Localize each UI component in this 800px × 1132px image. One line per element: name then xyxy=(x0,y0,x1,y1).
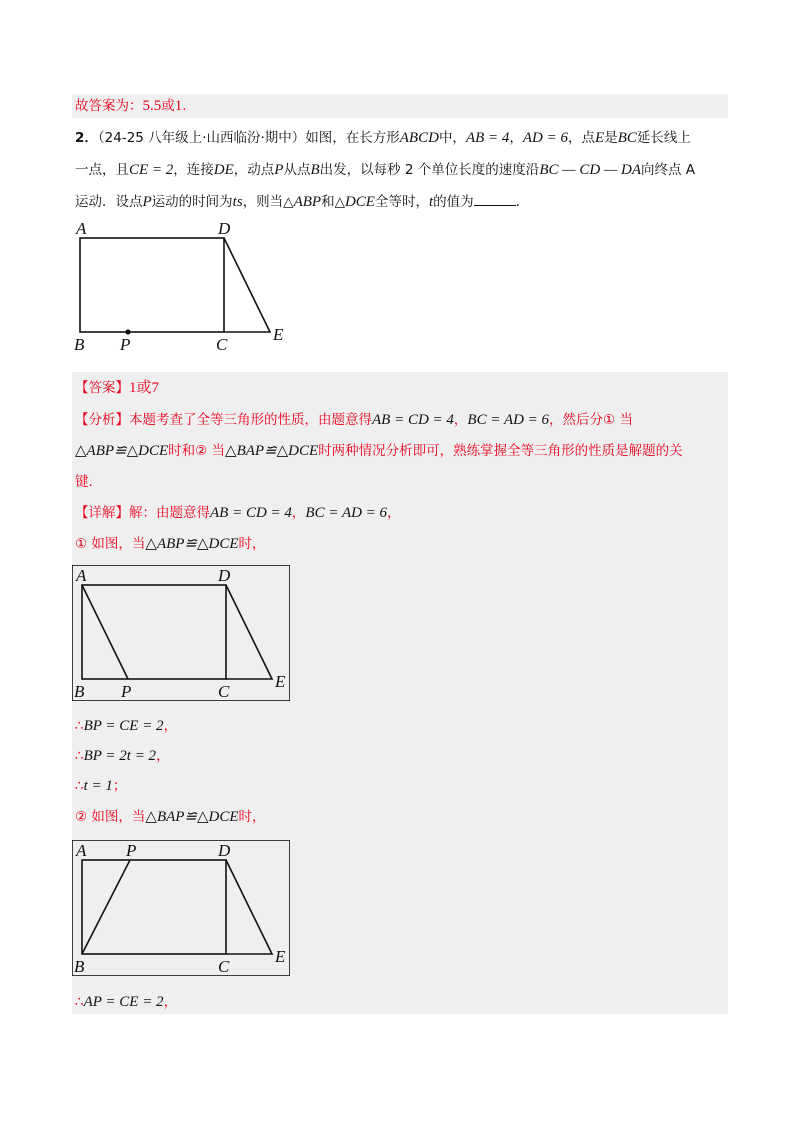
case-2-line: ② 如图，当△BAP≌△DCE时， xyxy=(75,809,266,825)
detail-tag: 【详解】 xyxy=(75,505,129,521)
label-d-2: D xyxy=(218,566,231,585)
label-e-2: E xyxy=(275,672,286,691)
question-line-2: 一点，且CE = 2，连接DE，动点P从点B出发，以每秒 2 个单位长度的速度沿BC — CD — DA向终点 A xyxy=(75,162,696,178)
point-p-dot xyxy=(125,329,130,334)
segment-ap xyxy=(82,585,128,679)
label-c-3: C xyxy=(218,957,230,976)
question-number: 2． xyxy=(75,130,98,146)
label-p-2: P xyxy=(121,682,132,701)
case-1-line: ① 如图，当△ABP≌△DCE时， xyxy=(75,536,266,552)
figure-3-diagram xyxy=(72,840,290,976)
rectangle-abcd-2 xyxy=(82,585,226,679)
figure-2-diagram xyxy=(72,565,290,701)
detail-line: 【详解】解：由题意得AB = CD = 4，BC = AD = 6， xyxy=(75,505,401,521)
analysis-tag: 【分析】 xyxy=(75,412,129,428)
label-a-2: A xyxy=(76,566,87,585)
label-e: E xyxy=(273,325,284,344)
label-d: D xyxy=(218,219,231,238)
label-d-3: D xyxy=(218,841,231,860)
analysis-line-3: 键. xyxy=(75,474,93,490)
segment-de-ce-3 xyxy=(226,860,272,954)
label-b-3: B xyxy=(74,957,85,976)
step-2: ∴BP = 2t = 2， xyxy=(75,748,170,764)
step-4: ∴AP = CE = 2， xyxy=(75,994,178,1010)
label-p-3: P xyxy=(126,841,137,860)
analysis-line-2: △ABP≌△DCE时和② 当△BAP≌△DCE时两种情况分析即可，熟练掌握全等三角形的性质是解题的关 xyxy=(75,443,683,459)
label-b: B xyxy=(74,335,85,354)
answer-blank xyxy=(474,193,516,206)
rectangle-abcd xyxy=(80,238,224,332)
segment-bp xyxy=(82,860,130,954)
step-1: ∴BP = CE = 2， xyxy=(75,718,178,734)
label-c: C xyxy=(216,335,228,354)
analysis-line-1: 【分析】本题考查了全等三角形的性质，由题意得AB = CD = 4，BC = AD = 6，然后分① 当 xyxy=(75,412,633,428)
label-b-2: B xyxy=(74,682,85,701)
figure-1-diagram xyxy=(70,218,300,354)
answer-tag: 【答案】 xyxy=(75,380,129,396)
previous-answer-line: 故答案为：5.5或1. xyxy=(75,98,187,114)
label-c-2: C xyxy=(218,682,230,701)
question-line-1: 2．（24-25 八年级上·山西临汾·期中）如图，在长方形ABCD中，AB = 4，AD = 6，点E是BC延长线上 xyxy=(75,130,691,146)
rectangle-abcd-3 xyxy=(82,860,226,954)
question-line-3: 运动．设点P运动的时间为ts，则当△ABP和△DCE全等时，t的值为 . xyxy=(75,194,520,210)
segment-de-ce-2 xyxy=(226,585,272,679)
label-a: A xyxy=(76,219,87,238)
step-3: ∴t = 1； xyxy=(75,778,127,794)
label-p: P xyxy=(120,335,131,354)
label-a-3: A xyxy=(76,841,87,860)
label-e-3: E xyxy=(275,947,286,966)
segment-de-ce xyxy=(224,238,270,332)
answer-line: 【答案】1或7 xyxy=(75,380,160,396)
